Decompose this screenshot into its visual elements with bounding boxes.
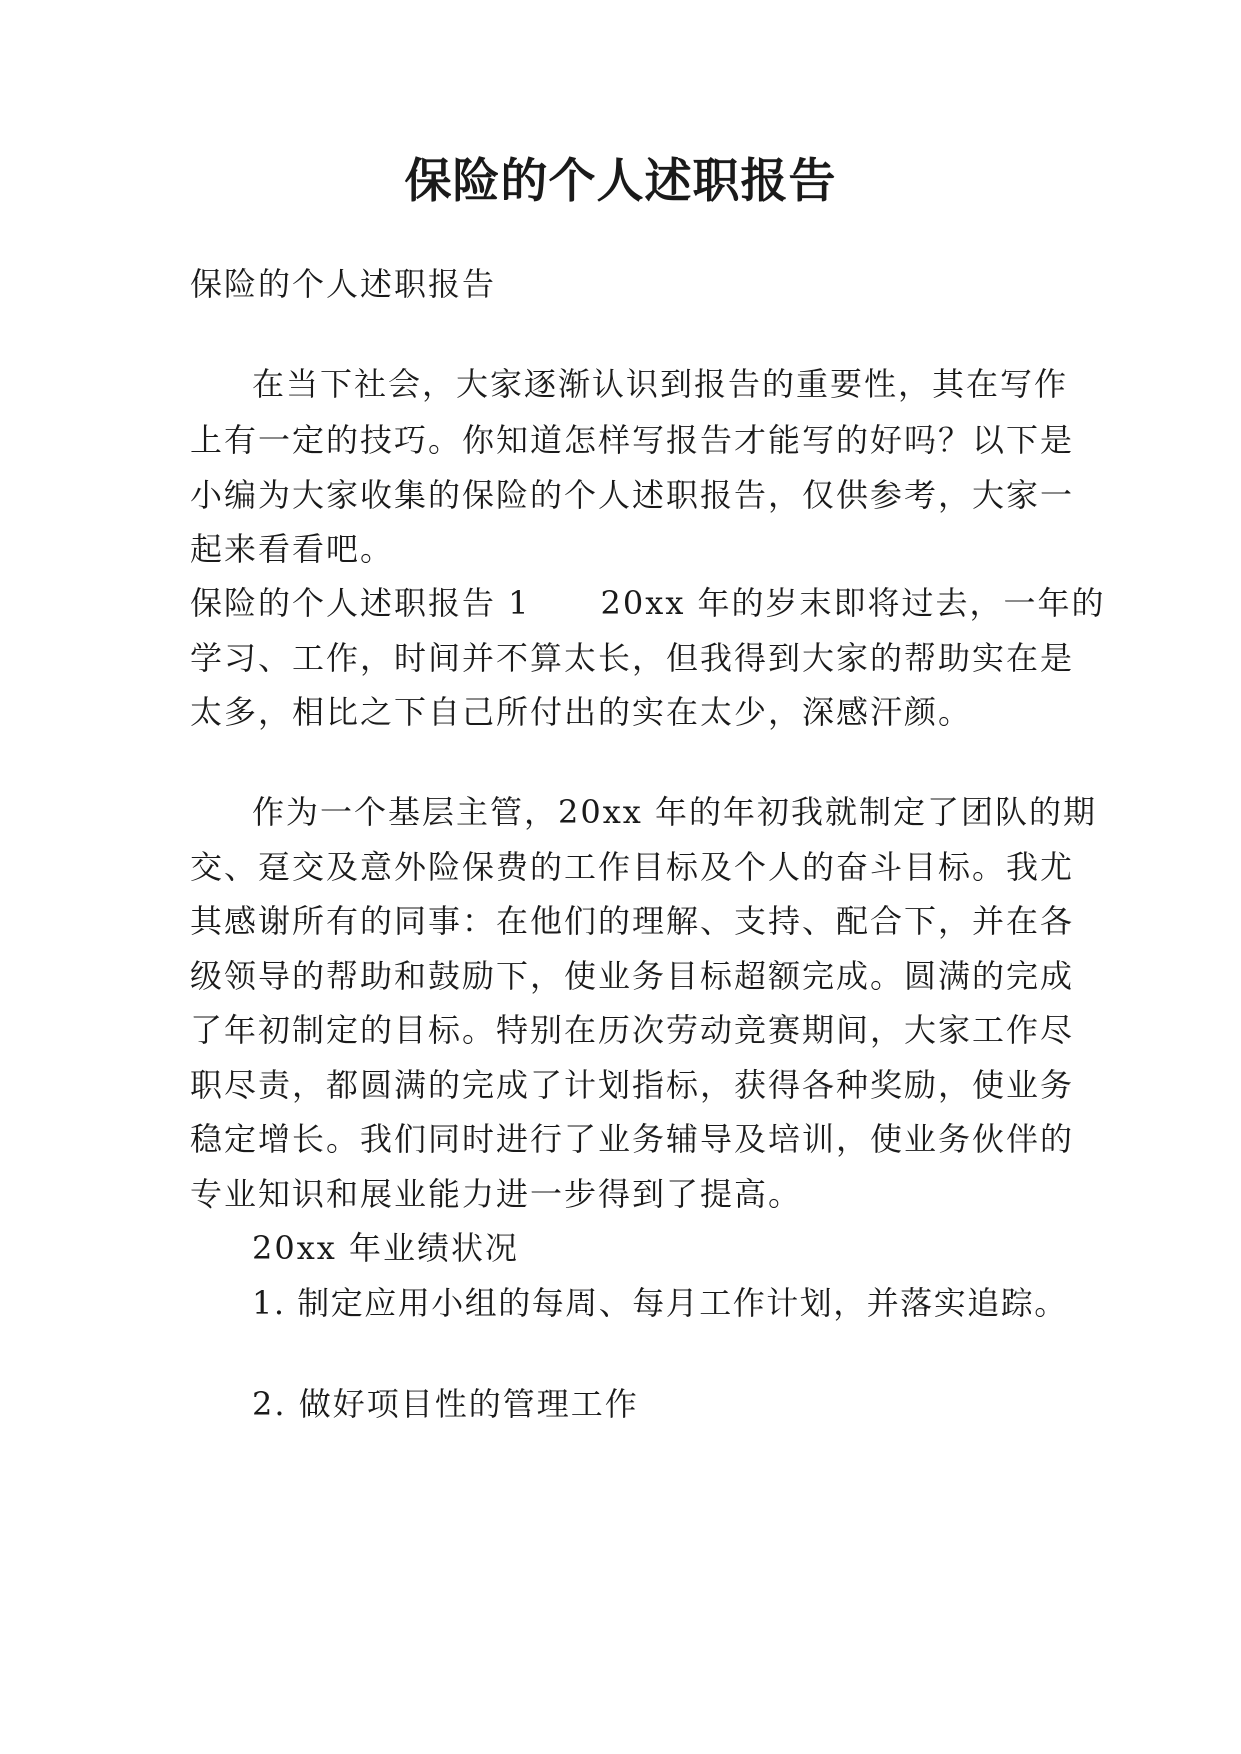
para2-line-4: 级领导的帮助和鼓励下，使业务目标超额完成。圆满的完成 bbox=[190, 957, 1075, 995]
para2-line-1: 作为一个基层主管，20xx 年的年初我就制定了团队的期 bbox=[252, 793, 1097, 831]
para2-line-6: 职尽责，都圆满的完成了计划指标，获得各种奖励，使业务 bbox=[190, 1066, 1075, 1104]
intro-line-1: 在当下社会，大家逐渐认识到报告的重要性，其在写作 bbox=[252, 365, 1069, 403]
intro-line-3: 小编为大家收集的保险的个人述职报告，仅供参考，大家一 bbox=[190, 476, 1075, 514]
section1-first-line bbox=[190, 581, 1106, 625]
performance-heading: 20xx 年业绩状况 bbox=[252, 1229, 519, 1267]
para2-line-5: 了年初制定的目标。特别在历次劳动竞赛期间，大家工作尽 bbox=[190, 1011, 1075, 1049]
section1-line-2: 学习、工作，时间并不算太长，但我得到大家的帮助实在是 bbox=[190, 639, 1075, 677]
document-subtitle: 保险的个人述职报告 bbox=[190, 265, 497, 303]
para2-line-3: 其感谢所有的同事：在他们的理解、支持、配合下，并在各 bbox=[190, 902, 1075, 940]
section1-first-line-text: 20xx 年的岁末即将过去，一年的 bbox=[600, 584, 1106, 622]
section1-line-3: 太多，相比之下自己所付出的实在太少，深感汗颜。 bbox=[190, 693, 973, 731]
intro-line-4: 起来看看吧。 bbox=[190, 530, 395, 568]
document-title: 保险的个人述职报告 bbox=[404, 154, 837, 209]
para2-line-2: 交、趸交及意外险保费的工作目标及个人的奋斗目标。我尤 bbox=[190, 848, 1075, 886]
list-item-1: 1. 制定应用小组的每周、每月工作计划，并落实追踪。 bbox=[252, 1284, 1068, 1322]
para2-line-7: 稳定增长。我们同时进行了业务辅导及培训，使业务伙伴的 bbox=[190, 1120, 1075, 1158]
para2-line-8: 专业知识和展业能力进一步得到了提高。 bbox=[190, 1175, 803, 1213]
intro-line-2: 上有一定的技巧。你知道怎样写报告才能写的好吗？以下是 bbox=[190, 421, 1075, 459]
section1-heading: 保险的个人述职报告 1 bbox=[190, 584, 531, 622]
list-item-2: 2. 做好项目性的管理工作 bbox=[252, 1385, 639, 1423]
